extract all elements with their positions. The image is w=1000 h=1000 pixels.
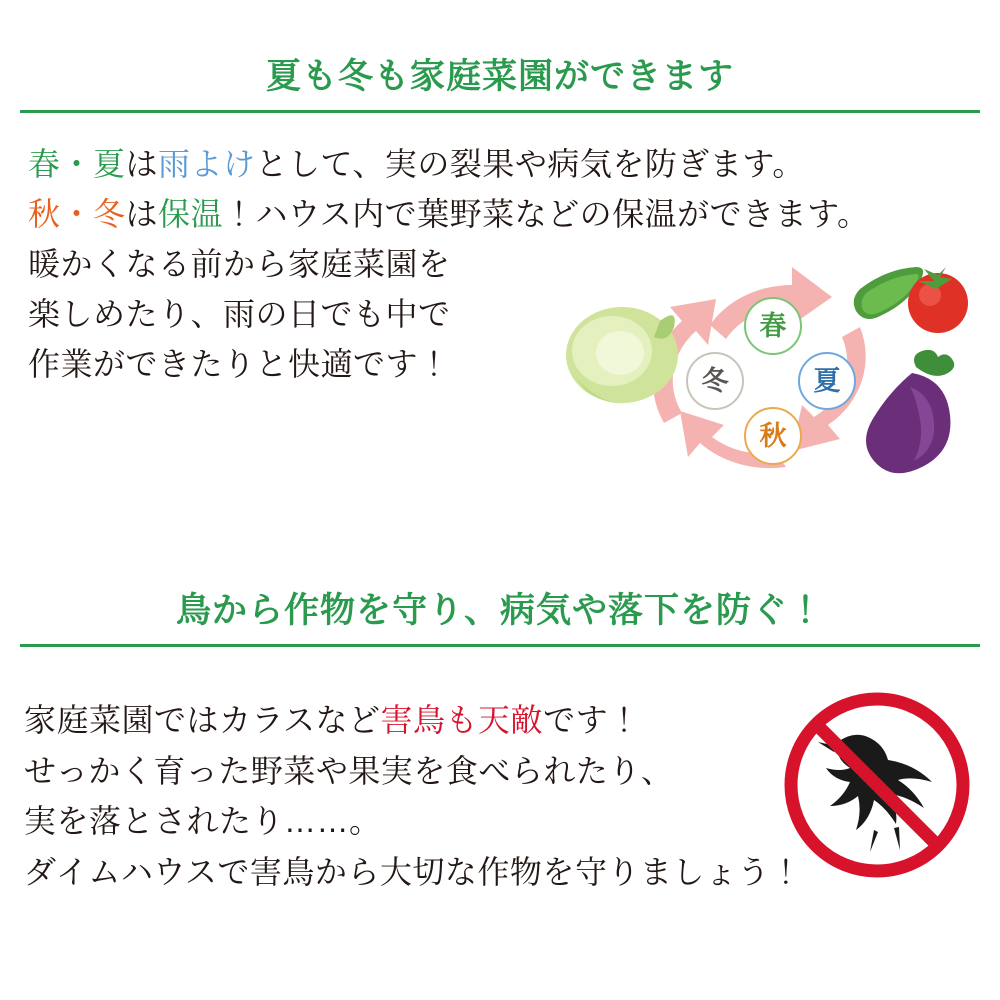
section1-line2-span2: は xyxy=(125,195,159,232)
season-label-autumn: 秋 xyxy=(744,407,802,465)
section1-heading: 夏も冬も家庭菜園ができます xyxy=(265,57,734,96)
section1-line1-span3: 雨よけ xyxy=(158,146,256,182)
section1-line-1 xyxy=(28,140,978,190)
section2-heading-rule xyxy=(20,644,980,647)
season-label-summer: 夏 xyxy=(798,352,856,410)
no-bird-svg xyxy=(782,690,972,880)
section2-line-3: 実を落とされたり……。 xyxy=(24,803,382,840)
section-greenhouse-seasons xyxy=(0,0,1000,451)
section1-line-3: 暖かくなる前から家庭菜園を xyxy=(28,245,451,282)
section1-line1-span1: 春・夏 xyxy=(28,146,126,182)
section2-line1-span3: です！ xyxy=(543,702,641,738)
section1-line-2 xyxy=(28,190,978,240)
section1-line1-span2: は xyxy=(125,146,159,182)
seasons-cycle-svg xyxy=(560,255,980,505)
prohibition-slash-icon xyxy=(816,724,938,846)
section-bird-protection xyxy=(0,590,1000,890)
section1-heading-block xyxy=(0,0,1000,113)
section1-line2-span1: 秋・冬 xyxy=(28,195,126,232)
section1-line-4: 楽しめたり、雨の日でも中で xyxy=(28,295,451,332)
section2-line1-span1: 家庭菜園ではカラスなど xyxy=(24,702,381,738)
section2-line1-span2: 害鳥も天敵 xyxy=(380,702,544,738)
section2-heading: 鳥から作物を守り、病気や落下を防ぐ！ xyxy=(175,591,824,630)
section2-heading-block xyxy=(0,590,1000,647)
section2-line-2: せっかく育った野菜や果実を食べられたり、 xyxy=(24,752,674,789)
no-bird-sign xyxy=(782,690,972,880)
section1-line1-span4: として、実の裂果や病気を防ぎます。 xyxy=(255,146,805,182)
eggplant-icon xyxy=(866,350,954,473)
seasons-cycle-illustration xyxy=(560,255,980,505)
section2-line-4: ダイムハウスで害鳥から大切な作物を守りましょう！ xyxy=(24,853,803,890)
section1-line2-span3: 保温 xyxy=(158,195,224,232)
season-label-winter: 冬 xyxy=(686,352,744,410)
crow-icon xyxy=(818,735,932,852)
section1-line-5: 作業ができたりと快適です！ xyxy=(28,345,451,382)
section1-line2-span4: ！ハウス内で葉野菜などの保温ができます。 xyxy=(223,195,870,232)
season-label-spring: 春 xyxy=(744,297,802,355)
section1-heading-rule xyxy=(20,110,980,113)
